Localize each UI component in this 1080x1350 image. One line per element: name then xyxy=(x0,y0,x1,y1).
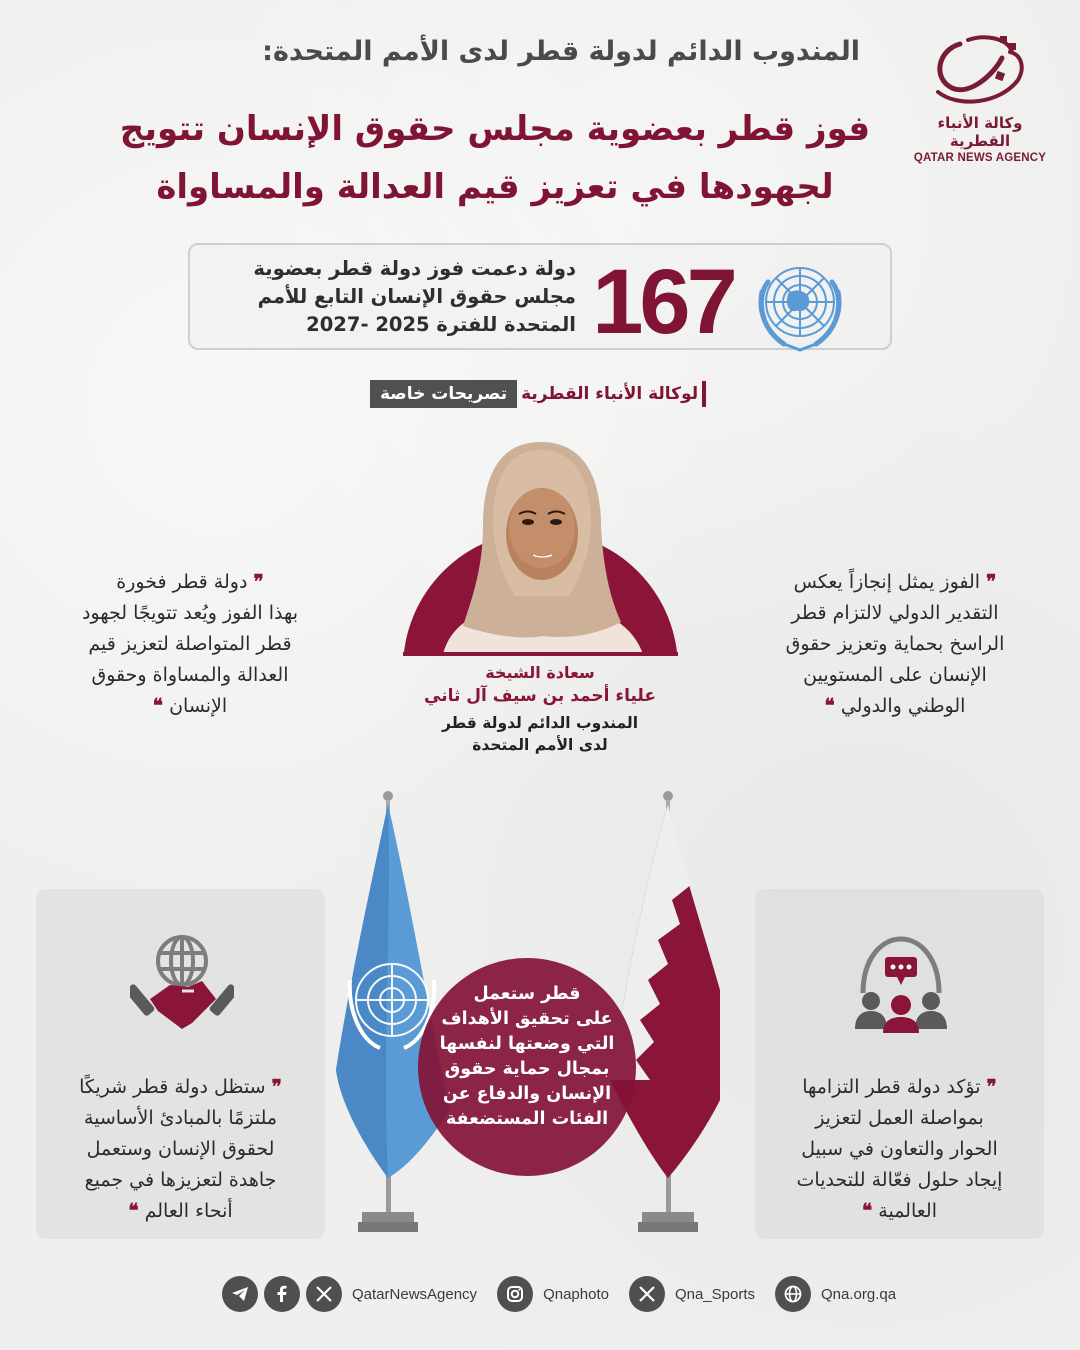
portrait-baseline xyxy=(403,652,678,656)
headline-line-1: فوز قطر بعضوية مجلس حقوق الإنسان تتويج xyxy=(119,109,871,149)
center-line: الفئات المستضعفة xyxy=(445,1109,609,1129)
exclusive-tag-light: لوكالة الأنباء القطرية xyxy=(521,384,699,404)
person-role-line-1: المندوب الدائم لدولة قطر xyxy=(441,714,639,732)
facebook-icon[interactable] xyxy=(264,1276,300,1312)
exclusive-tag-bar xyxy=(702,381,706,407)
qna-emblem-icon xyxy=(930,30,1030,112)
card-line: الحوار والتعاون في سبيل xyxy=(801,1138,998,1160)
card-partnership-text xyxy=(48,1072,313,1227)
quote-line: الإنسان xyxy=(169,695,228,717)
quote-open-icon: ❞ xyxy=(253,571,264,593)
center-line: بمجال حماية حقوق xyxy=(444,1059,610,1079)
quote-left xyxy=(50,567,330,722)
quote-close-icon: ❝ xyxy=(824,695,835,717)
exclusive-tag-dark: تصريحات خاصة xyxy=(370,380,517,408)
kicker: المندوب الدائم لدولة قطر لدى الأمم المتحدة: xyxy=(262,36,860,67)
quote-open-icon: ❞ xyxy=(271,1076,282,1098)
globe-icon[interactable] xyxy=(775,1276,811,1312)
stat-text-line-2: مجلس حقوق الإنسان التابع للأمم xyxy=(257,285,576,308)
logo-name-en: QATAR NEWS AGENCY xyxy=(913,152,1047,164)
quote-line: قطر المتواصلة لتعزيز قيم xyxy=(88,633,292,655)
person-photo xyxy=(403,436,678,654)
card-line: ستظل دولة قطر شريكًا xyxy=(79,1076,266,1098)
card-line: تؤكد دولة قطر التزامها xyxy=(802,1076,981,1098)
quote-line: التقدير الدولي لالتزام قطر xyxy=(791,602,999,624)
person-honorific: سعادة الشيخة xyxy=(485,663,595,682)
center-line: على تحقيق الأهداف xyxy=(441,1009,613,1029)
card-line: العالمية xyxy=(878,1200,937,1222)
quote-line: الإنسان على المستويين xyxy=(803,664,987,686)
center-statement xyxy=(420,982,634,1132)
card-partnership xyxy=(36,889,325,1239)
qna-logo xyxy=(905,30,1055,165)
x-icon[interactable] xyxy=(629,1276,665,1312)
stat-text-line-1: دولة دعمت فوز دولة قطر بعضوية xyxy=(253,257,576,280)
person-name: علياء أحمد بن سيف آل ثاني xyxy=(424,686,656,706)
footer-website[interactable]: Qna.org.qa xyxy=(821,1285,897,1303)
portrait xyxy=(403,436,678,654)
exclusive-tag xyxy=(370,380,706,408)
quote-close-icon: ❝ xyxy=(128,1200,139,1222)
footer-handle-qatarnewsagency[interactable]: QatarNewsAgency xyxy=(352,1285,478,1303)
card-dialogue xyxy=(755,889,1044,1239)
headline-line-2: لجهودها في تعزيز قيم العدالة والمساواة xyxy=(156,167,834,207)
headline xyxy=(115,100,875,216)
card-line: إيجاد حلول فعّالة للتحديات xyxy=(796,1169,1003,1191)
quote-line: الوطني والدولي xyxy=(840,695,966,717)
footer-handle-qnaphoto[interactable]: Qnaphoto xyxy=(543,1285,609,1303)
logo-name-ar: وكالة الأنباء القطرية xyxy=(937,114,1023,150)
quote-close-icon: ❝ xyxy=(862,1200,873,1222)
card-line: جاهدة لتعزيزها في جميع xyxy=(84,1169,277,1191)
quote-line: الراسخ بحماية وتعزيز حقوق xyxy=(785,633,1005,655)
quote-open-icon: ❞ xyxy=(986,571,997,593)
un-emblem-icon xyxy=(748,252,852,356)
quote-line: بهذا الفوز ويُعد تتويجًا لجهود xyxy=(82,602,298,624)
card-line: أنحاء العالم xyxy=(144,1200,233,1222)
stat-number: 167 xyxy=(592,251,734,353)
center-line: الإنسان والدفاع عن xyxy=(442,1084,612,1104)
instagram-icon[interactable] xyxy=(497,1276,533,1312)
telegram-icon[interactable] xyxy=(222,1276,258,1312)
quote-close-icon: ❝ xyxy=(152,695,164,717)
center-line: التي وضعتها لنفسها xyxy=(439,1034,615,1054)
x-icon[interactable] xyxy=(306,1276,342,1312)
quote-line: العدالة والمساواة وحقوق xyxy=(91,664,289,686)
stat-description xyxy=(200,255,576,339)
card-line: ملتزمًا بالمبادئ الأساسية xyxy=(83,1107,278,1129)
quote-open-icon: ❞ xyxy=(986,1076,997,1098)
person-role xyxy=(400,712,680,756)
card-line: لحقوق الإنسان وستعمل xyxy=(86,1138,275,1160)
quote-line: دولة قطر فخورة xyxy=(116,571,248,593)
quote-line: الفوز يمثل إنجازاً يعكس xyxy=(793,571,981,593)
person-role-line-2: لدى الأمم المتحدة xyxy=(472,736,608,754)
footer-social xyxy=(222,1276,910,1312)
footer-handle-qna-sports[interactable]: Qna_Sports xyxy=(674,1285,755,1303)
stat-text-line-3: المتحدة للفترة 2025 -2027 xyxy=(306,313,576,336)
quote-right xyxy=(760,567,1030,722)
group-dialogue-icon xyxy=(849,929,953,1033)
handshake-globe-icon xyxy=(130,929,234,1033)
center-line: قطر ستعمل xyxy=(473,984,581,1004)
card-dialogue-text xyxy=(767,1072,1032,1227)
card-line: بمواصلة العمل لتعزيز xyxy=(815,1107,984,1129)
